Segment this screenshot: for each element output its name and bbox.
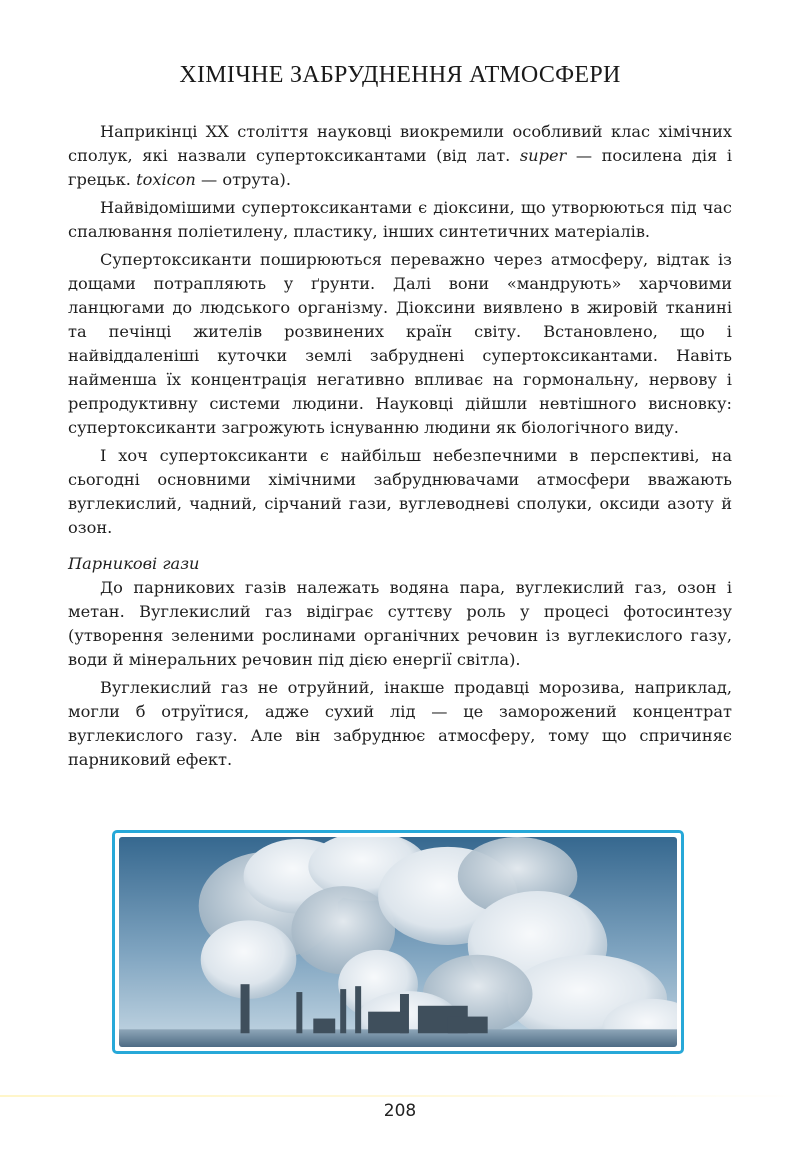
paragraph-main-pollutants: І хоч супертоксиканти є найбільш небезпечними в перспективі, на сьогодні основними хімічними забруднювачами атмосфери вважають вуглекислий, чадний, сірчаний гази, вуглеводневі сполуки, оксиди азоту й озон. — [68, 446, 732, 537]
term-toxicon: toxicon — [136, 170, 196, 189]
page-title: ХІМІЧНЕ ЗАБРУДНЕННЯ АТМОСФЕРИ — [179, 62, 621, 88]
footer-divider — [0, 1095, 800, 1097]
text-fragment: Наприкінці XX століття науковці виокремили особливий клас хімічних сполук, які назвали супертоксикантами (від лат. — [68, 122, 732, 165]
factory-smoke-photo — [119, 837, 677, 1047]
paragraph-co2: Вуглекислий газ не отруйний, інакше продавці морозива, наприклад, могли б отруїтися, адже сухий лід — це заморожений концентрат вуглекислого газу. Але він забруднює атмосферу, тому що спричиняє парниковий ефект. — [68, 678, 732, 769]
text-fragment: — посилена дія і грецьк. — [68, 146, 732, 189]
text-fragment: — отрута). — [195, 170, 291, 189]
page-number: 208 — [383, 1101, 417, 1121]
photo-frame — [112, 830, 684, 1054]
section-heading: Парникові гази — [68, 554, 200, 573]
term-super: super — [519, 146, 567, 165]
paragraph-spread: Супертоксиканти поширюються переважно через атмосферу, відтак із дощами потрапляють у ґрунти. Далі вони «мандрують» харчовими ланцюгами до людського організму. Діоксини виявлено в жировій тканині та печінці жителів розвинених країн світу. Встановлено, що і найвіддаленіші куточки землі забруднені супертоксикантами. Навіть найменша їх концентрація негативно впливає на гормональну, нервову і репродуктивну системи людини. Науковці дійшли невтішного висновку: супертоксиканти загрожують існуванню людини як біологічного виду. — [68, 250, 732, 437]
paragraph-dioxins: Найвідомішими супертоксикантами є діоксини, що утворюються під час спалювання поліетилену, пластику, інших синтетичних матеріалів. — [68, 198, 732, 241]
paragraph-greenhouse-gases: До парникових газів належать водяна пара, вуглекислий газ, озон і метан. Вуглекислий газ відіграє суттєву роль у процесі фотосинтезу (утворення зеленими рослинами органічних речовин із вуглекислого газу, води й мінеральних речовин під дією енергії світла). — [68, 578, 732, 669]
article-body — [68, 120, 732, 776]
paragraph-supertoxicants-intro — [68, 120, 732, 192]
